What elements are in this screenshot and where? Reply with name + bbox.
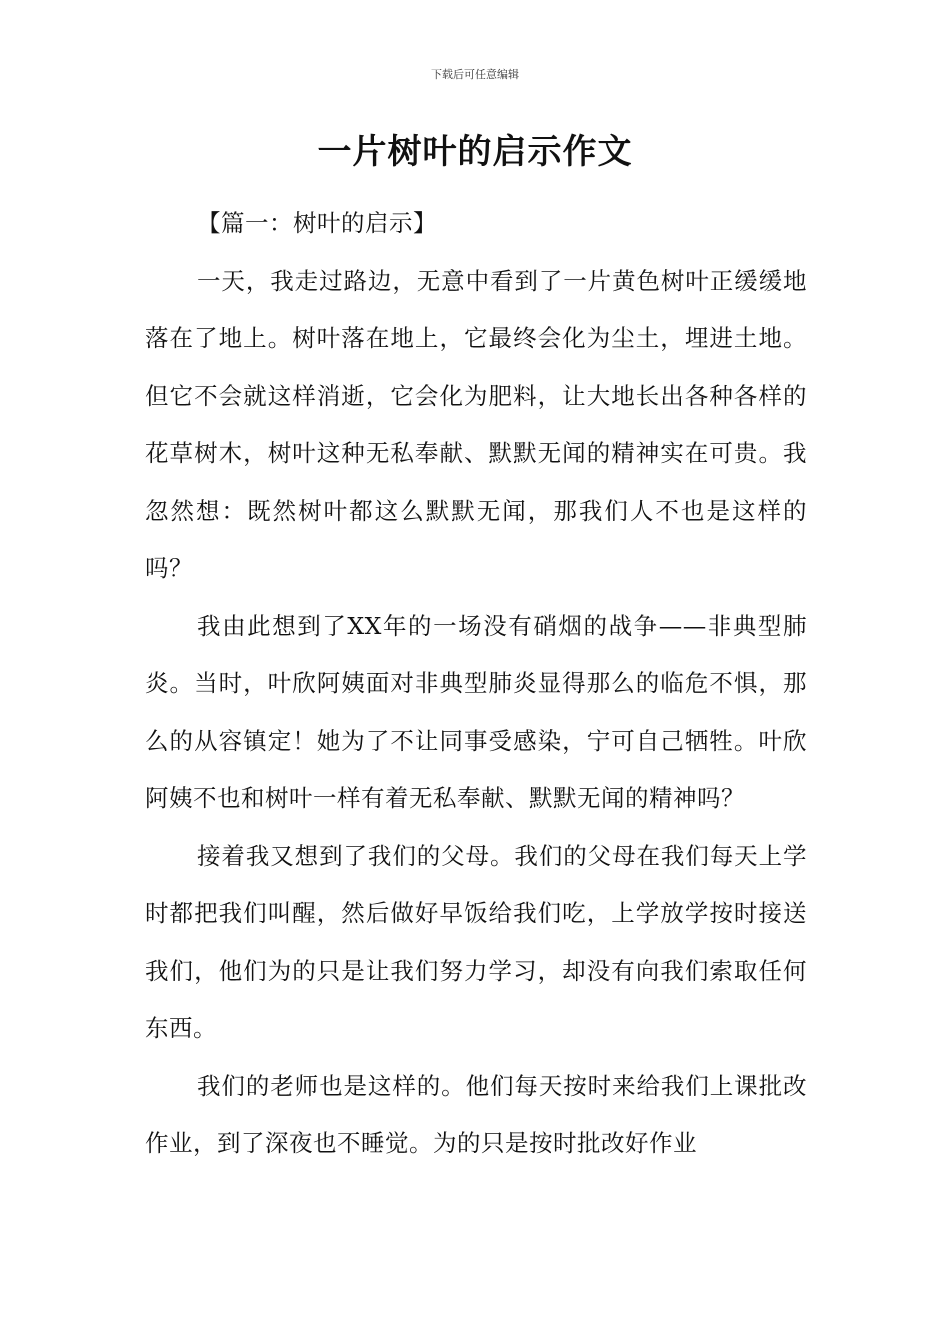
header-note: 下载后可任意编辑 xyxy=(431,68,519,81)
paragraph-3: 接着我又想到了我们的父母。我们的父母在我们每天上学时都把我们叫醒，然后做好早饭给我们吃，上学放学按时接送我们，他们为的只是让我们努力学习，却没有向我们索取任何东西。 xyxy=(145,841,807,1042)
paragraph-1: 一天，我走过路边，无意中看到了一片黄色树叶正缓缓地落在了地上。树叶落在地上，它最终会化为尘土，埋进土地。但它不会就这样消逝，它会化为肥料，让大地长出各种各样的花草树木，树叶这种无私奉献、默默无闻的精神实在可贵。我忽然想：既然树叶都这么默默无闻，那我们人不也是这样的吗？ xyxy=(145,266,807,582)
paragraph-4: 我们的老师也是这样的。他们每天按时来给我们上课批改作业，到了深夜也不睡觉。为的只是按时批改好作业 xyxy=(145,1071,807,1157)
paragraph-2: 我由此想到了XX年的一场没有硝烟的战争——非典型肺炎。当时，叶欣阿姨面对非典型肺炎显得那么的临危不惧，那么的从容镇定！她为了不让同事受感染，宁可自己牺牲。叶欣阿姨不也和树叶一样有着无私奉献、默默无闻的精神吗？ xyxy=(145,611,807,812)
document-title: 一片树叶的启示作文 xyxy=(317,132,633,172)
section-heading: 【篇一：树叶的启示】 xyxy=(197,209,437,237)
document-body xyxy=(145,195,807,1173)
